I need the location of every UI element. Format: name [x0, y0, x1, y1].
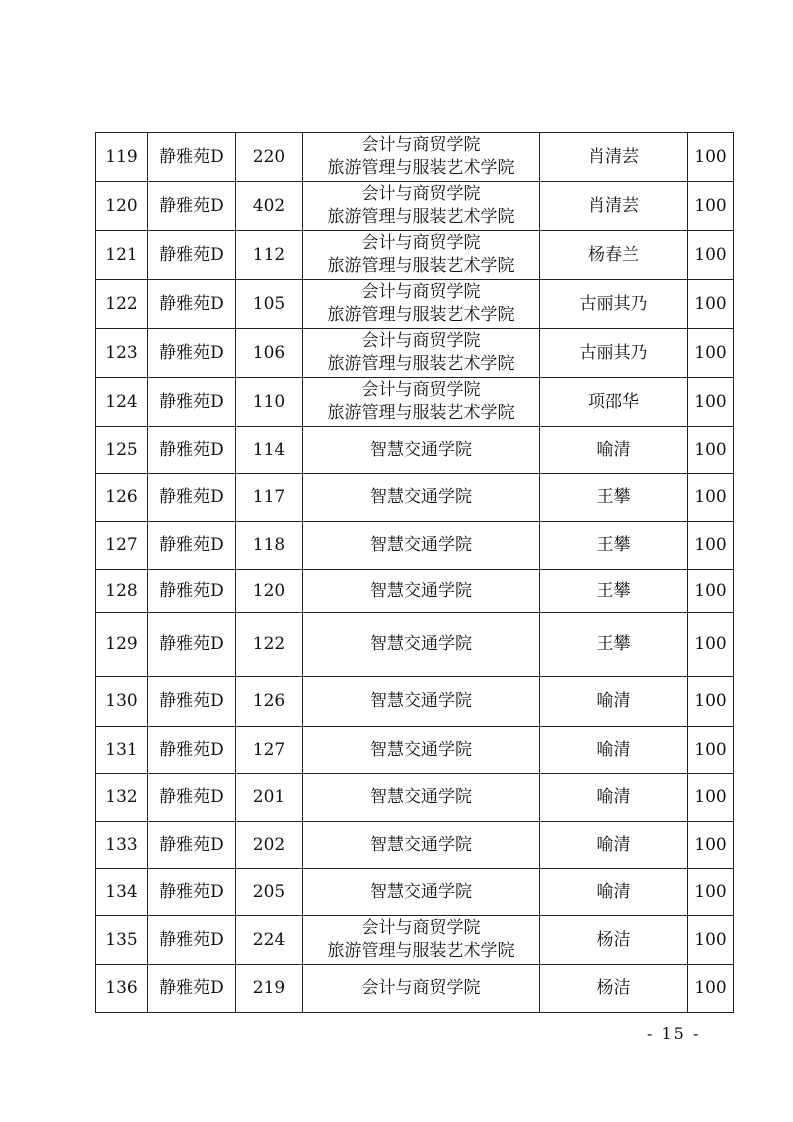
cell-score: 100 [688, 727, 734, 774]
cell-responsible-person: 王攀 [540, 570, 688, 613]
cell-responsible-person: 王攀 [540, 613, 688, 677]
cell-college [303, 280, 540, 329]
cell-room: 205 [236, 869, 303, 916]
cell-number: 126 [96, 474, 148, 522]
cell-responsible-person: 项邵华 [540, 378, 688, 427]
cell-college [303, 182, 540, 231]
cell-building: 静雅苑D [148, 869, 236, 916]
table-row [96, 869, 734, 916]
table-row [96, 427, 734, 474]
cell-college [303, 133, 540, 182]
cell-college [303, 774, 540, 822]
cell-room: 105 [236, 280, 303, 329]
cell-number: 131 [96, 727, 148, 774]
table-row [96, 182, 734, 231]
table-row [96, 677, 734, 727]
cell-college [303, 522, 540, 570]
college-name: 旅游管理与服装艺术学院 [327, 354, 515, 374]
cell-number: 119 [96, 133, 148, 182]
cell-score: 100 [688, 378, 734, 427]
table-row [96, 822, 734, 869]
cell-room: 201 [236, 774, 303, 822]
cell-score: 100 [688, 869, 734, 916]
college-name: 智慧交通学院 [370, 691, 472, 711]
cell-building: 静雅苑D [148, 774, 236, 822]
cell-score: 100 [688, 916, 734, 965]
cell-score: 100 [688, 280, 734, 329]
cell-college [303, 329, 540, 378]
cell-room: 122 [236, 613, 303, 677]
college-name: 会计与商贸学院 [361, 978, 481, 998]
cell-room: 126 [236, 677, 303, 727]
cell-responsible-person: 王攀 [540, 474, 688, 522]
cell-building: 静雅苑D [148, 427, 236, 474]
table-row [96, 727, 734, 774]
cell-responsible-person: 喻清 [540, 869, 688, 916]
cell-number: 123 [96, 329, 148, 378]
table-row [96, 965, 734, 1013]
table-row [96, 916, 734, 965]
cell-responsible-person: 杨春兰 [540, 231, 688, 280]
cell-room: 120 [236, 570, 303, 613]
table-row [96, 522, 734, 570]
cell-building: 静雅苑D [148, 613, 236, 677]
college-name: 会计与商贸学院 [361, 233, 481, 253]
cell-number: 124 [96, 378, 148, 427]
table-body [96, 133, 734, 1013]
cell-number: 120 [96, 182, 148, 231]
cell-responsible-person: 喻清 [540, 822, 688, 869]
cell-number: 135 [96, 916, 148, 965]
cell-college [303, 869, 540, 916]
cell-number: 130 [96, 677, 148, 727]
table-row [96, 378, 734, 427]
cell-responsible-person: 喻清 [540, 727, 688, 774]
page-number: - 15 - [647, 1024, 701, 1043]
cell-college [303, 677, 540, 727]
cell-number: 129 [96, 613, 148, 677]
cell-number: 122 [96, 280, 148, 329]
college-name: 智慧交通学院 [370, 834, 472, 855]
table-row [96, 231, 734, 280]
cell-building: 静雅苑D [148, 822, 236, 869]
cell-building: 静雅苑D [148, 378, 236, 427]
cell-number: 128 [96, 570, 148, 613]
cell-number: 125 [96, 427, 148, 474]
cell-room: 110 [236, 378, 303, 427]
cell-building: 静雅苑D [148, 727, 236, 774]
cell-score: 100 [688, 133, 734, 182]
cell-score: 100 [688, 774, 734, 822]
college-name: 会计与商贸学院 [361, 918, 481, 938]
cell-room: 224 [236, 916, 303, 965]
college-name: 智慧交通学院 [370, 535, 472, 555]
cell-room: 106 [236, 329, 303, 378]
cell-college [303, 727, 540, 774]
cell-number: 134 [96, 869, 148, 916]
college-name: 智慧交通学院 [370, 634, 472, 654]
college-name: 智慧交通学院 [370, 739, 472, 760]
table-row [96, 329, 734, 378]
college-name: 会计与商贸学院 [361, 184, 481, 204]
cell-room: 402 [236, 182, 303, 231]
cell-score: 100 [688, 613, 734, 677]
cell-building: 静雅苑D [148, 329, 236, 378]
cell-score: 100 [688, 677, 734, 727]
college-name: 智慧交通学院 [370, 439, 472, 460]
college-name: 会计与商贸学院 [361, 380, 481, 400]
cell-responsible-person: 王攀 [540, 522, 688, 570]
cell-number: 133 [96, 822, 148, 869]
college-name: 会计与商贸学院 [361, 282, 481, 302]
cell-room: 220 [236, 133, 303, 182]
cell-score: 100 [688, 522, 734, 570]
table-row [96, 774, 734, 822]
cell-room: 118 [236, 522, 303, 570]
cell-responsible-person: 肖清芸 [540, 133, 688, 182]
cell-score: 100 [688, 570, 734, 613]
cell-building: 静雅苑D [148, 182, 236, 231]
cell-building: 静雅苑D [148, 280, 236, 329]
college-name: 旅游管理与服装艺术学院 [327, 207, 515, 227]
cell-building: 静雅苑D [148, 133, 236, 182]
cell-score: 100 [688, 329, 734, 378]
cell-score: 100 [688, 965, 734, 1013]
cell-college [303, 474, 540, 522]
cell-number: 127 [96, 522, 148, 570]
cell-score: 100 [688, 427, 734, 474]
cell-building: 静雅苑D [148, 474, 236, 522]
cell-responsible-person: 喻清 [540, 774, 688, 822]
college-name: 智慧交通学院 [370, 487, 472, 507]
cell-building: 静雅苑D [148, 231, 236, 280]
cell-responsible-person: 喻清 [540, 677, 688, 727]
cell-college [303, 822, 540, 869]
college-name: 智慧交通学院 [370, 787, 472, 807]
cell-room: 112 [236, 231, 303, 280]
cell-college [303, 613, 540, 677]
table-row [96, 474, 734, 522]
college-name: 旅游管理与服装艺术学院 [327, 941, 515, 961]
cell-room: 219 [236, 965, 303, 1013]
cell-responsible-person: 古丽其乃 [540, 280, 688, 329]
cell-responsible-person: 杨洁 [540, 916, 688, 965]
table-row [96, 280, 734, 329]
cell-score: 100 [688, 182, 734, 231]
cell-college [303, 965, 540, 1013]
table-row [96, 133, 734, 182]
cell-responsible-person: 肖清芸 [540, 182, 688, 231]
cell-building: 静雅苑D [148, 570, 236, 613]
cell-number: 132 [96, 774, 148, 822]
cell-room: 127 [236, 727, 303, 774]
cell-building: 静雅苑D [148, 916, 236, 965]
cell-college [303, 378, 540, 427]
cell-score: 100 [688, 474, 734, 522]
cell-number: 121 [96, 231, 148, 280]
cell-score: 100 [688, 822, 734, 869]
cell-room: 114 [236, 427, 303, 474]
college-name: 智慧交通学院 [370, 580, 472, 601]
cell-responsible-person: 杨洁 [540, 965, 688, 1013]
college-name: 会计与商贸学院 [361, 331, 481, 351]
cell-room: 202 [236, 822, 303, 869]
cell-building: 静雅苑D [148, 522, 236, 570]
college-name: 旅游管理与服装艺术学院 [327, 403, 515, 423]
college-name: 旅游管理与服装艺术学院 [327, 158, 515, 178]
cell-building: 静雅苑D [148, 677, 236, 727]
table-row [96, 613, 734, 677]
college-name: 会计与商贸学院 [361, 135, 481, 155]
cell-room: 117 [236, 474, 303, 522]
cell-building: 静雅苑D [148, 965, 236, 1013]
cell-responsible-person: 古丽其乃 [540, 329, 688, 378]
college-name: 旅游管理与服装艺术学院 [327, 305, 515, 325]
cell-college [303, 570, 540, 613]
cell-responsible-person: 喻清 [540, 427, 688, 474]
college-name: 智慧交通学院 [370, 881, 472, 902]
cell-college [303, 916, 540, 965]
cell-score: 100 [688, 231, 734, 280]
cell-number: 136 [96, 965, 148, 1013]
dormitory-table [95, 132, 734, 1013]
college-name: 旅游管理与服装艺术学院 [327, 256, 515, 276]
table-row [96, 570, 734, 613]
cell-college [303, 231, 540, 280]
cell-college [303, 427, 540, 474]
